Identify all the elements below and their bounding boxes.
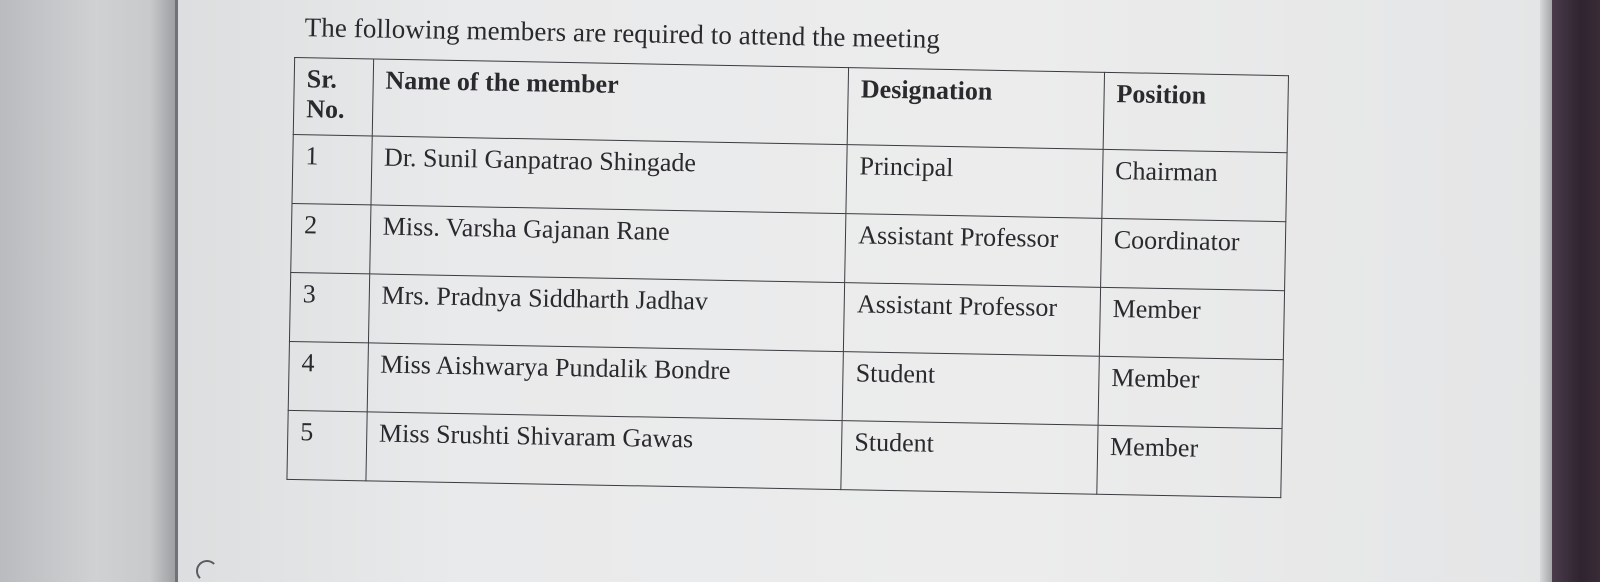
cell-position: Member [1097,425,1282,497]
cell-name: Mrs. Pradnya Siddharth Jadhav [368,274,845,352]
cell-position: Coordinator [1100,218,1285,290]
header-sr-line2: No. [305,94,345,124]
cell-sr: 3 [289,272,369,342]
cell-designation: Student [842,352,1099,426]
cell-position: Chairman [1102,149,1287,221]
cell-name: Miss Srushti Shivaram Gawas [366,412,843,490]
cell-position: Member [1098,356,1283,428]
cell-designation: Student [841,421,1098,495]
cell-name: Miss Aishwarya Pundalik Bondre [367,343,844,421]
cell-sr: 5 [287,410,367,480]
cell-sr: 1 [292,134,372,204]
cell-sr: 2 [291,203,371,273]
header-name: Name of the member [372,59,849,145]
intro-text: The following members are required to attend the meeting [304,12,941,54]
cell-sr: 4 [288,341,368,411]
header-sr-no [293,58,373,136]
header-designation: Designation [847,68,1104,150]
cell-name: Miss. Varsha Gajanan Rane [369,205,846,283]
cell-position: Member [1099,287,1284,359]
background-surface [1552,0,1600,582]
cell-designation: Assistant Professor [845,214,1102,288]
cell-designation: Principal [846,145,1103,219]
left-adjacent-sheet [0,0,175,582]
header-position: Position [1103,72,1288,152]
document-content [286,12,1304,498]
cell-name: Dr. Sunil Ganpatrao Shingade [371,136,848,214]
header-sr-line1: Sr. [306,64,338,94]
members-table [286,57,1289,498]
cell-designation: Assistant Professor [844,283,1101,357]
partial-letter-mark [196,560,218,582]
